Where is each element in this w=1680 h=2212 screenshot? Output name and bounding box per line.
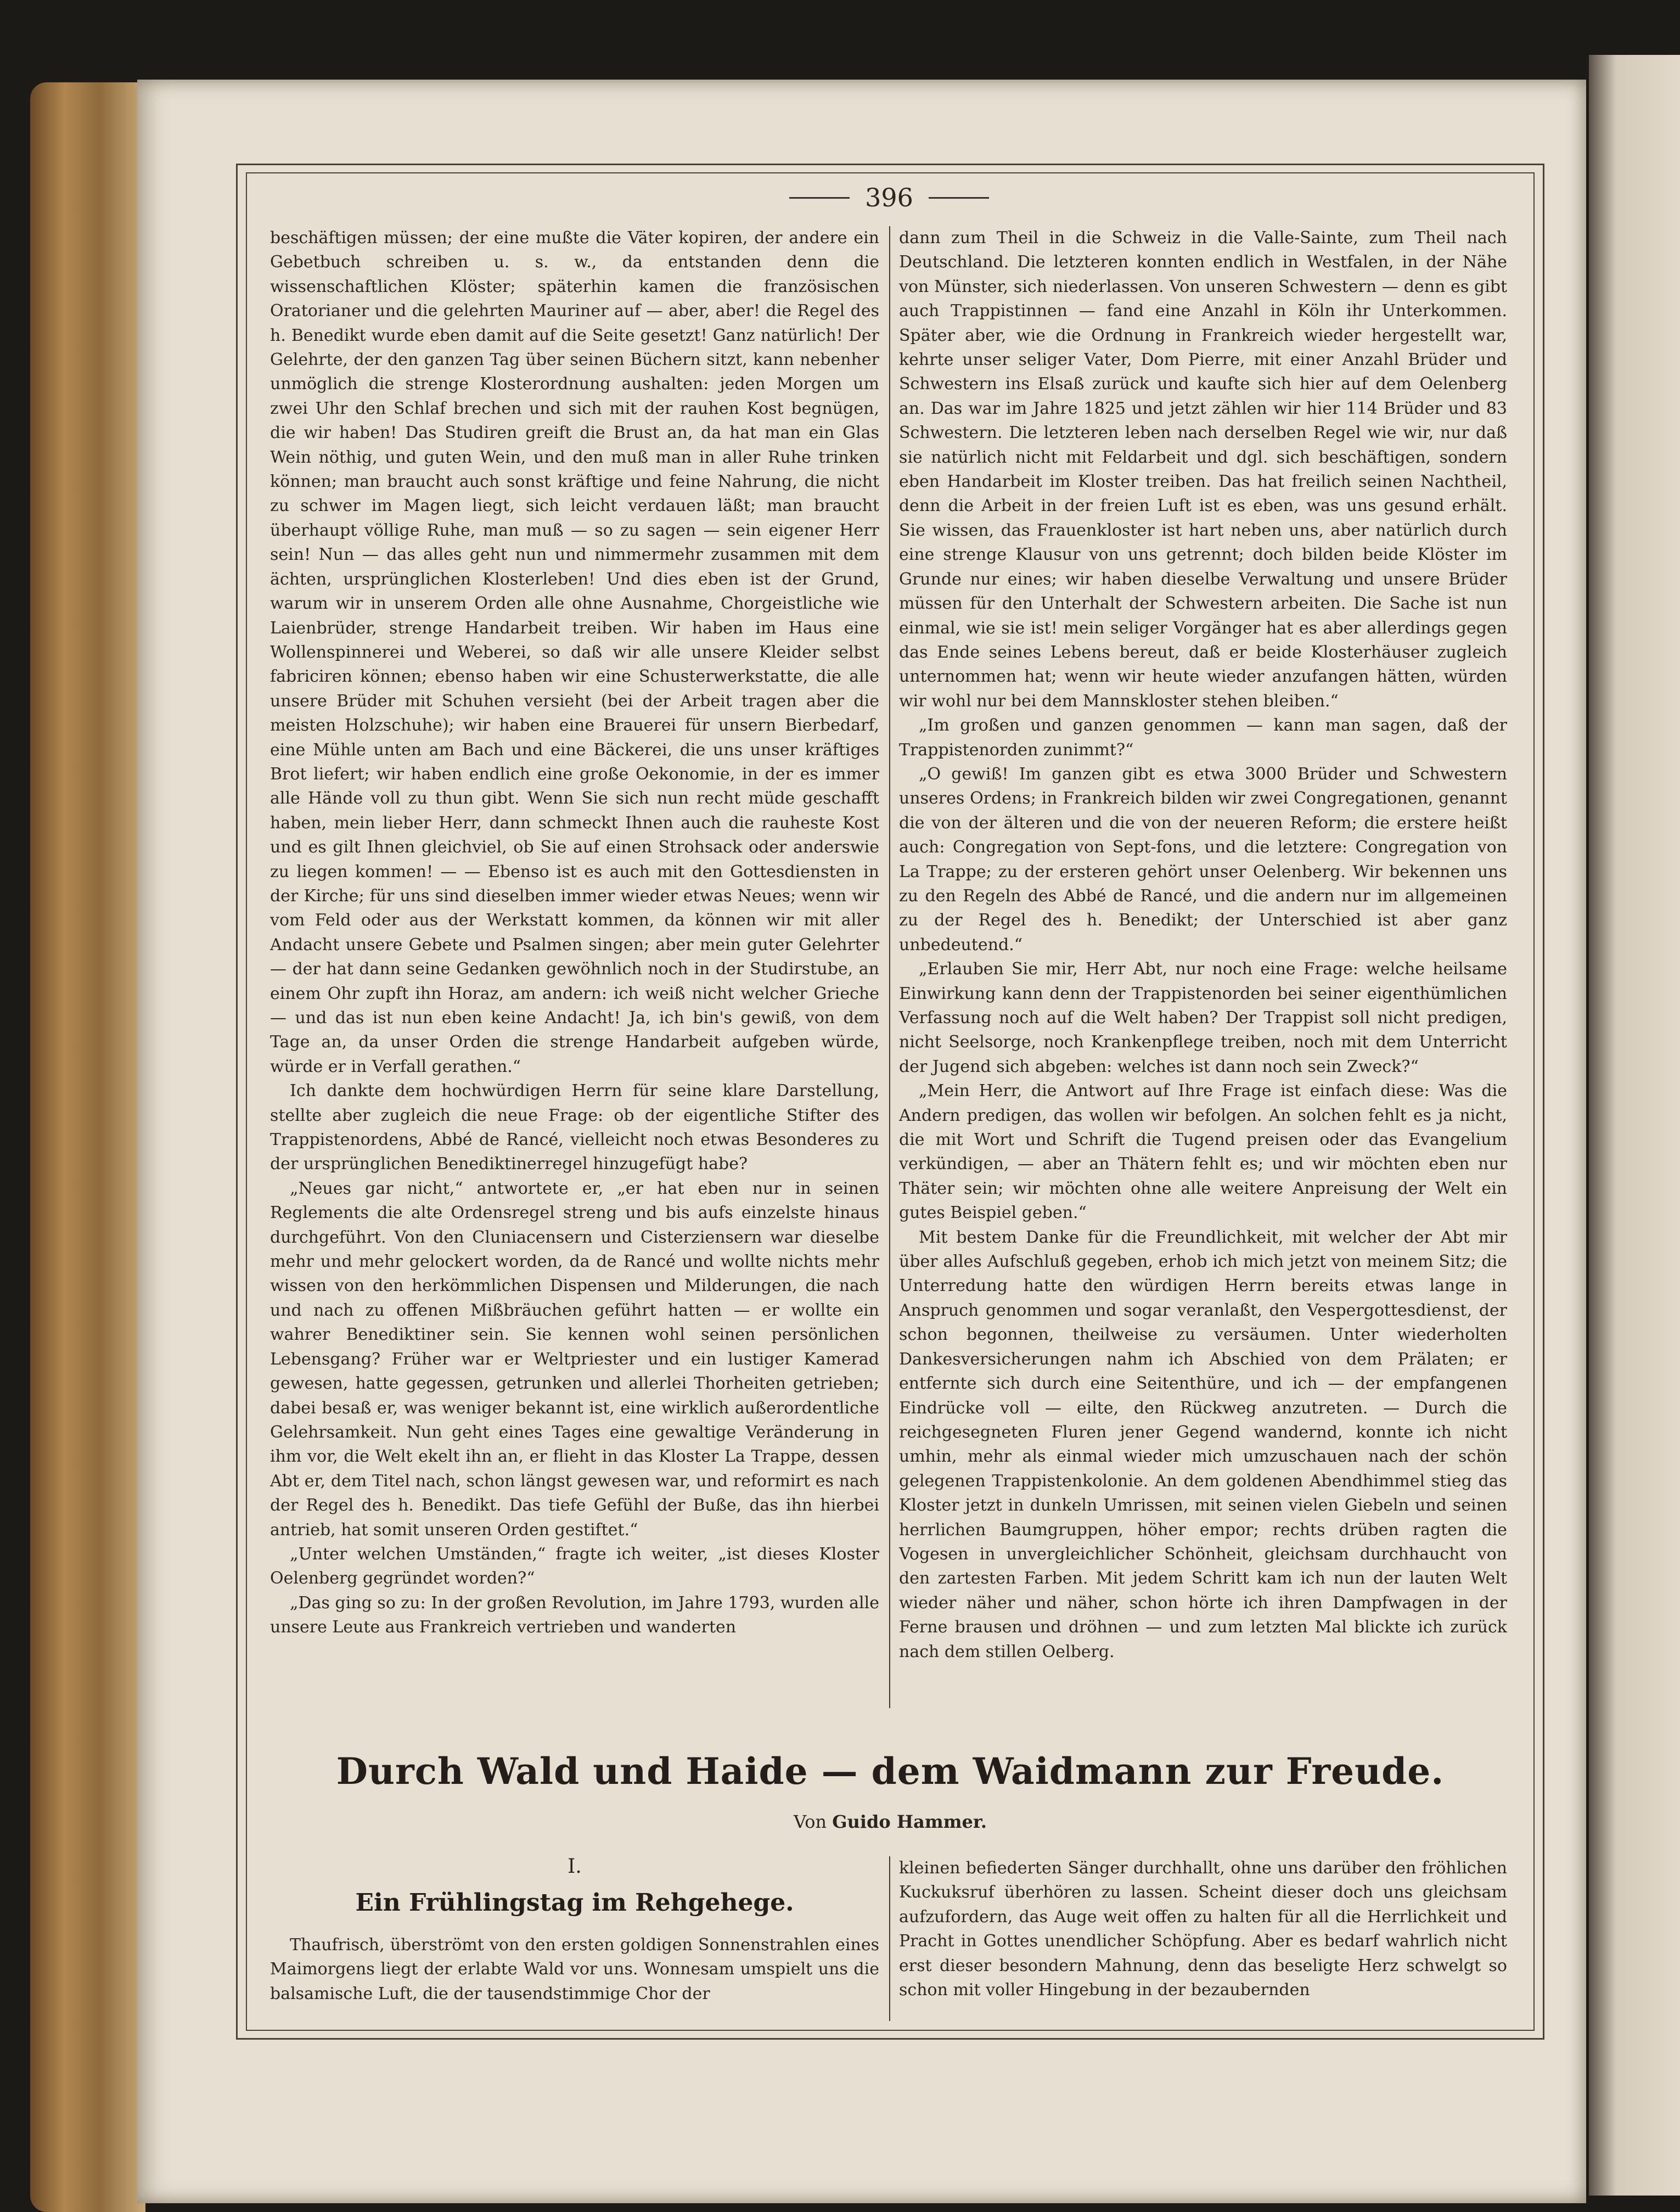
paragraph: Mit bestem Danke für die Freundlichkeit, mit welcher der Abt mir über alles Aufschluß gegeben, erhob ich mich jetzt von meinem Sitz; die Unterredung hatte den würdigen Herrn bereits etwas lange in Anspruch genommen und sogar veranlaßt, den Vespergottesdienst, der schon begonnen, theilweise zu versäumen. Unter wiederholten Dankesversicherungen nahm ich Abschied von dem Prälaten; er entfernte sich durch eine Seitenthüre, und ich — der empfangenen Eindrücke voll — eilte, den Rückweg anzutreten. — Durch die reichgesegneten Fluren jener Gegend wandernd, konnte ich nicht umhin, mehr als einmal wieder mich umzuschauen nach der schön gelegenen Trappistenkolonie. An dem goldenen Abendhimmel stieg das Kloster jetzt in dunkeln Umrissen, mit seinen vielen Giebeln und seinen herrlichen Baumgruppen, höher empor; rechts drüben ragten die Vogesen in unvergleichlicher Schönheit, gleichsam durchhaucht von den zartesten Farben. Mit jedem Schritt kam ich nun der lauten Welt wieder näher und näher, schon hörte ich ihren Dampfwagen in der Ferne brausen und dröhnen — und zum letzten Mal blickte ich zurück nach dem stillen Oelberg.: [899, 1227, 1507, 1661]
paragraph: „Das ging so zu: In der großen Revolution, im Jahre 1793, wurden alle unsere Leute aus Frankreich vertrieben und wanderten: [270, 1593, 879, 1637]
text-column-left: [270, 226, 879, 1640]
paragraph: beschäftigen müssen; der eine mußte die Väter kopiren, der andere ein Gebetbuch schreiben u. s. w., da entstanden denn die wissenschaftlichen Klöster; späterhin kamen die französischen Oratorianer und die gelehrten Mauriner auf — aber, aber! die Regel des h. Benedikt wurde eben damit auf die Seite gesetzt! Ganz natürlich! Der Gelehrte, der den ganzen Tag über seinen Büchern sitzt, kann nebenher unmöglich die strenge Klosterordnung aushalten: jeden Morgen um zwei Uhr den Schlaf brechen und sich mit der rauhen Kost begnügen, die wir haben! Das Studiren greift die Brust an, da hat man ein Glas Wein nöthig, und guten Wein, und den muß man in aller Ruhe trinken können; man braucht auch sonst kräftige und feine Nahrung, die nicht zu schwer im Magen liegt, sich leicht verdauen läßt; man braucht überhaupt völlige Ruhe, man muß — so zu sagen — sein eigener Herr sein! Nun — das alles geht nun und nimmermehr zusammen mit dem ächten, ursprünglichen Klosterleben! Und dies eben ist der Grund, warum wir in unserem Orden alle ohne Ausnahme, Chorgeistliche wie Laienbrüder, strenge Handarbeit treiben. Wir haben im Haus eine Wollenspinnerei und Weberei, so daß wir alle unsere Kleider selbst fabriciren können; ebenso haben wir eine Schusterwerkstatte, die alle unsere Brüder mit Schuhen versieht (bei der Arbeit tragen aber die meisten Holzschuhe); wir haben eine Brauerei für unsern Bierbedarf, eine Mühle unten am Bach und eine Bäckerei, die uns unser kräftiges Brot liefert; wir haben endlich eine große Oekonomie, in der es immer alle Hände voll zu thun gibt. Wenn Sie sich nun recht müde geschafft haben, mein lieber Herr, dann schmeckt Ihnen auch die rauheste Kost und es gilt Ihnen gleichviel, ob Sie auf einen Strohsack oder anderswie zu liegen kommen! — — Ebenso ist es auch mit den Gottesdiensten in der Kirche; für uns sind dieselben immer wieder etwas Neues; wenn wir vom Feld oder aus der Werkstatt kommen, da können wir mit aller Andacht unsere Gebete und Psalmen singen; aber mein guter Gelehrter — der hat dann seine Gedanken gewöhnlich noch in der Studirstube, an einem Ohr zupft ihn Horaz, am andern: ich weiß nicht welcher Grieche — und das ist nun eben keine Andacht! Ja, ich bin's gewiß, von dem Tage an, da unser Orden die strenge Handarbeit aufgeben würde, würde er in Verfall gerathen.“: [270, 228, 879, 1076]
paragraph: „Neues gar nicht,“ antwortete er, „er hat eben nur in seinen Reglements die alte Ordensregel streng und bis aufs einzelste hinaus durchgeführt. Von den Cluniacensern und Cisterziensern war dieselbe mehr und mehr gelockert worden, da de Rancé und wollte nichts mehr wissen von den herkömmlichen Dispensen und Milderungen, die nach und nach zu offenen Mißbräuchen geführt hatten — er wollte ein wahrer Benediktiner sein. Sie kennen wohl seinen persönlichen Lebensgang? Früher war er Weltpriester und ein lustiger Kamerad gewesen, hatte gegessen, getrunken und allerlei Thorheiten getrieben; dabei besaß er, was weniger bekannt ist, eine wirklich außerordentliche Gelehrsamkeit. Nun geht eines Tages eine gewaltige Veränderung in ihm vor, die Welt ekelt ihn an, er flieht in das Kloster La Trappe, dessen Abt er, dem Titel nach, schon längst gewesen war, und reformirt es nach der Regel des h. Benedikt. Das tiefe Gefühl der Buße, das ihn hierbei antrieb, hat somit unseren Orden gestiftet.“: [270, 1178, 879, 1540]
book-page-edges: [30, 82, 145, 2212]
column-divider-bottom: [889, 1856, 890, 2021]
page-number: 396: [865, 183, 913, 212]
paragraph: „Erlauben Sie mir, Herr Abt, nur noch eine Frage: welche heilsame Einwirkung kann denn der Trappistenorden bei seiner eigenthümlichen Verfassung noch auf die Welt haben? Der Trappist soll nicht predigen, nicht Seelsorge, noch Krankenpflege treiben, noch mit dem Unterricht der Jugend sich abgeben: welches ist dann noch sein Zweck?“: [899, 959, 1507, 1076]
paragraph: „O gewiß! Im ganzen gibt es etwa 3000 Brüder und Schwestern unseres Ordens; in Frankreich bilden wir zwei Congregationen, genannt die von der älteren und die von der neueren Reform; die erstere heißt auch: Congregation von Sept-fons, und die letztere: Congregation von La Trappe; zu der ersteren gehört unser Oelenberg. Wir bekennen uns zu den Regeln des Abbé de Rancé, und die andern nur im allgemeinen zu der Regel des h. Benedikt; der Unterschied ist aber ganz unbedeutend.“: [899, 764, 1507, 955]
paragraph: „Mein Herr, die Antwort auf Ihre Frage ist einfach diese: Was die Andern predigen, das wollen wir befolgen. An solchen fehlt es ja nicht, die mit Wort und Schrift die Tugend preisen oder das Evangelium verkündigen, — aber an Thätern fehlt es; und wir möchten eben nur Thäter sein; wir möchten ohne alle weitere Anpreisung der Welt ein gutes Beispiel geben.“: [899, 1081, 1507, 1223]
facing-page-edge: [1589, 55, 1680, 2196]
paragraph: Ich dankte dem hochwürdigen Herrn für seine klare Darstellung, stellte aber zugleich die neue Frage: ob der eigentliche Stifter des Trappistenordens, Abbé de Rancé, vielleicht noch etwas Besonderes zu der ursprünglichen Benediktinerregel hinzugefügt habe?: [270, 1081, 879, 1174]
header-rule-right: [929, 197, 989, 199]
paragraph: „Unter welchen Umständen,“ fragte ich weiter, „ist dieses Kloster Oelenberg gegründet worden?“: [270, 1544, 879, 1588]
text-column-right: [899, 226, 1507, 1664]
header-rule-left: [789, 197, 850, 199]
section-number: I.: [568, 1855, 582, 1878]
paragraph: dann zum Theil in die Schweiz in die Valle-Sainte, zum Theil nach Deutschland. Die letzteren konnten endlich in Westfalen, in der Nähe von Münster, sich niederlassen. Von unseren Schwestern — denn es gibt auch Trappistinnen — fand eine Anzahl in Köln ihr Unterkommen. Später aber, wie die Ordnung in Frankreich wieder hergestellt war, kehrte unser seliger Vater, Dom Pierre, mit einer Anzahl Brüder und Schwestern ins Elsaß zurück und kaufte sich hier auf dem Oelenberg an. Das war im Jahre 1825 und jetzt zählen wir hier 114 Brüder und 83 Schwestern. Die letzteren leben nach derselben Regel wie wir, nur daß sie natürlich nicht mit Feldarbeit und dgl. sich beschäftigen, sondern eben Handarbeit im Kloster treiben. Das hat freilich seinen Nachtheil, denn die Arbeit in der freien Luft ist es eben, was uns gesund erhält. Sie wissen, das Frauenkloster ist hart neben uns, aber natürlich durch eine strenge Klausur von uns getrennt; doch bilden beide Klöster im Grunde nur eines; wir haben dieselbe Verwaltung und unsere Brüder müssen für den Unterhalt der Schwestern arbeiten. Die Sache ist nun einmal, wie sie ist! mein seliger Vorgänger hat es aber allerdings gegen das Ende seines Lebens bereut, daß er beide Klosterhäuser zugleich unternommen hat; wenn wir heute wieder anzufangen hätten, würden wir wohl nur bei dem Mannskloster stehen bleiben.“: [899, 228, 1507, 711]
article-column-left: [270, 1933, 879, 2006]
article-title: Durch Wald und Haide — dem Waidmann zur Freude.: [336, 1750, 1445, 1793]
byline-prefix: Von: [794, 1811, 827, 1832]
paragraph: „Im großen und ganzen genommen — kann man sagen, daß der Trappistenorden zunimmt?“: [899, 716, 1507, 760]
paragraph: kleinen befiederten Sänger durchhallt, ohne uns darüber den fröhlichen Kuckuksruf überhören zu lassen. Scheint dieser doch uns gleichsam aufzufordern, das Auge weit offen zu halten für all die Herrlichkeit und Pracht in Gottes unendlicher Schöpfung. Aber es bedarf wahrlich nicht erst dieser besondern Mahnung, denn das beseligte Herz schwelgt so schon mit voller Hingebung in der bezaubernden: [899, 1859, 1507, 2000]
article-byline: [246, 1811, 1535, 1832]
article-column-right: [899, 1856, 1507, 2002]
page-header: [768, 178, 1010, 217]
column-divider-top: [889, 226, 890, 1708]
paragraph: Thaufrisch, überströmt von den ersten goldigen Sonnenstrahlen eines Maimorgens liegt der erlabte Wald vor uns. Wonnesam umspielt uns die balsamische Luft, die der tausendstimmige Chor der: [270, 1935, 879, 2003]
section-title: Ein Frühlingstag im Rehgehege.: [355, 1889, 794, 1917]
byline-author: Guido Hammer.: [832, 1811, 987, 1832]
